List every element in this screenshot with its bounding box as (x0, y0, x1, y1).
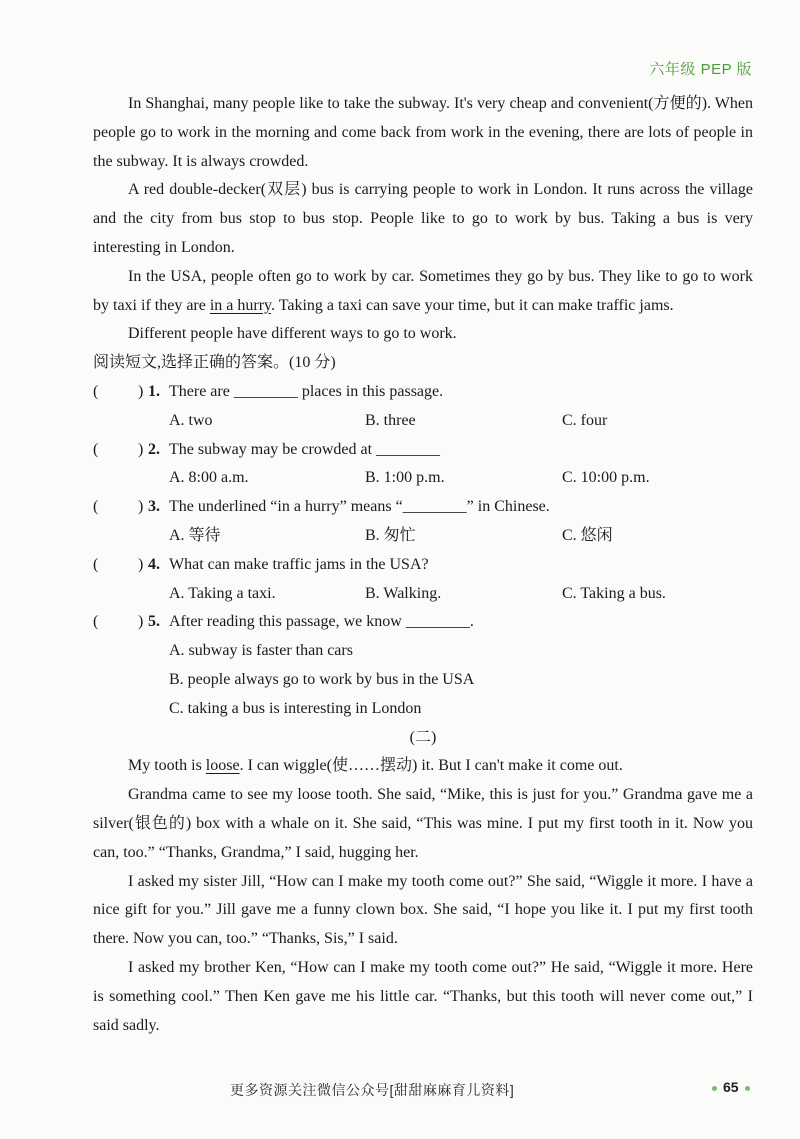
question-2 (93, 436, 753, 465)
option-b: B. Walking. (365, 584, 442, 602)
option-a-row (93, 637, 753, 666)
option-a: A. 8:00 a.m. (169, 469, 249, 487)
question-3 (93, 493, 753, 522)
passage-paragraph: In Shanghai, many people like to take the subway. It's very cheap and convenient(方便的). When people go to work in the morning and come back from work in the evening, there are lots of people in the subway. It is always crowded. (93, 95, 753, 170)
passage-paragraph-usa (93, 263, 753, 321)
page-number: 65 (723, 1079, 739, 1095)
option-b: B. 1:00 p.m. (365, 469, 445, 487)
passage-paragraph: Grandma came to see my loose tooth. She said, “Mike, this is just for you.” Grandma gave me a silver(银色的) box with a whale on it. She said, “This was mine. I put my first tooth in it. Now you can, too.” “Thanks, Grandma,” I said, hugging her. (93, 786, 753, 861)
option-c: C. Taking a bus. (562, 584, 666, 602)
option-a: A. two (169, 411, 213, 429)
passage-paragraph-tooth (93, 752, 753, 781)
answer-paren-close: ) (138, 440, 144, 458)
option-c: C. 10:00 p.m. (562, 469, 650, 487)
section-heading: (二) (409, 728, 437, 746)
page-number-badge (706, 1079, 756, 1095)
option-a: A. subway is faster than cars (169, 642, 353, 660)
option-a: A. 等待 (169, 526, 221, 544)
question-number: 4. (148, 555, 160, 573)
passage-paragraph: I asked my sister Jill, “How can I make my tooth come out?” She said, “Wiggle it more. I have a nice gift for you.” Jill gave me a funny clown box. She said, “I hope you like it. I put my first tooth there. Now you can, too.” “Thanks, Sis,” I said. (93, 872, 753, 948)
answer-paren-open: ( (93, 613, 99, 631)
question-5 (93, 608, 753, 637)
options-2 (93, 464, 753, 493)
question-1 (93, 378, 753, 407)
question-text: What can make traffic jams in the USA? (169, 555, 429, 573)
answer-paren-close: ) (138, 613, 144, 631)
option-b: B. three (365, 411, 416, 429)
option-c: C. 悠闲 (562, 526, 613, 544)
passage-paragraph: A red double-decker(双层) bus is carrying people to work in London. It runs across the village and the city from bus stop to bus stop. People like to go to work by bus. Taking a bus is very interesting in London. (93, 181, 753, 256)
option-c: C. four (562, 411, 608, 429)
answer-paren-close: ) (138, 555, 144, 573)
options-1 (93, 407, 753, 436)
option-a: A. Taking a taxi. (169, 584, 276, 602)
option-c-row (93, 695, 753, 724)
exercise-instruction: 阅读短文,选择正确的答案。(10 分) (93, 354, 336, 372)
options-4 (93, 580, 753, 609)
passage-text: My tooth is (128, 757, 206, 775)
question-text: There are ________ places in this passage. (169, 382, 444, 400)
passage-paragraph: Different people have different ways to go to work. (128, 325, 457, 343)
question-text: The underlined “in a hurry” means “________” in Chinese. (169, 498, 550, 516)
answer-paren-open: ( (93, 555, 99, 573)
dot-icon (745, 1086, 750, 1091)
question-number: 5. (148, 613, 160, 631)
answer-paren-open: ( (93, 498, 99, 516)
dot-icon (712, 1086, 717, 1091)
promo-text: 更多资源关注微信公众号[甜甜麻麻育儿资料] (230, 1082, 515, 1098)
grade-edition-label: 六年级 PEP 版 (649, 61, 752, 78)
passage-paragraph: I asked my brother Ken, “How can I make my tooth come out?” He said, “Wiggle it more. Here is something cool.” Then Ken gave me his little car. “Thanks, but this tooth will never come out,” I said sadly. (93, 958, 753, 1034)
answer-paren-close: ) (138, 382, 144, 400)
options-3 (93, 522, 753, 551)
option-b: B. 匆忙 (365, 526, 416, 544)
question-4 (93, 551, 753, 580)
question-number: 1. (148, 382, 160, 400)
page-content (93, 90, 753, 1040)
passage-text: . Taking a taxi can save your time, but it can make traffic jams. (271, 296, 674, 314)
passage-text: In the USA, people often go to work by car. Sometimes they go by bus. They like to go to work by taxi if they are (93, 267, 753, 314)
question-text: The subway may be crowded at ________ (169, 440, 441, 458)
underlined-phrase: in a hurry (209, 296, 272, 314)
passage-text: . I can wiggle(使……摆动) it. But I can't make it come out. (239, 757, 623, 775)
question-text: After reading this passage, we know ________. (169, 613, 474, 631)
option-b: B. people always go to work by bus in the USA (169, 670, 475, 688)
option-b-row (93, 666, 753, 695)
option-c: C. taking a bus is interesting in London (169, 699, 422, 717)
answer-paren-close: ) (138, 498, 144, 516)
question-number: 3. (148, 498, 160, 516)
question-number: 2. (148, 440, 160, 458)
answer-paren-open: ( (93, 440, 99, 458)
answer-paren-open: ( (93, 382, 99, 400)
underlined-word: loose (205, 757, 240, 775)
